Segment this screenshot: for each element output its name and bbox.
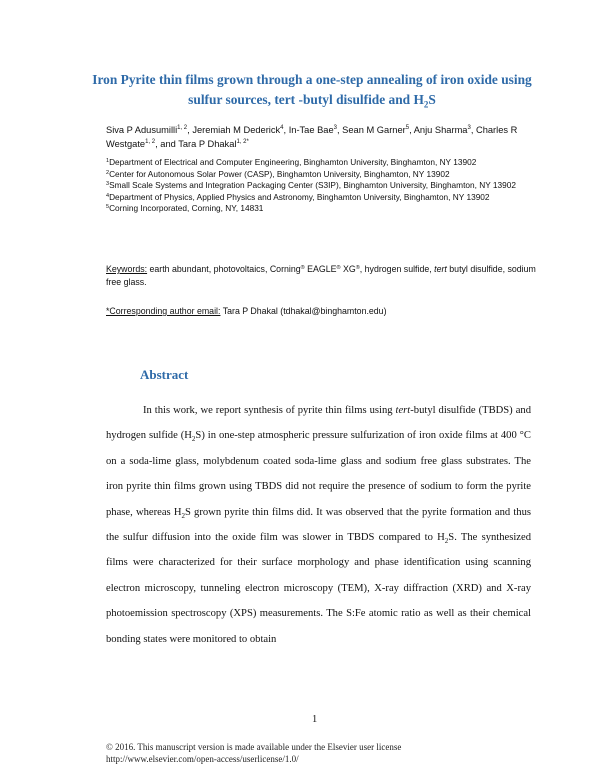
affiliation-item: [106, 203, 536, 215]
author-name: Charles R Westgate: [106, 125, 518, 149]
keywords-text: butyl disulfide, sodium free glass.: [106, 264, 536, 287]
abstract-text: In this work, we report synthesis of pyrite thin films using: [143, 405, 396, 416]
title-subscript: 2: [423, 99, 429, 110]
author-affiliation-mark: 1, 2: [177, 125, 188, 131]
keywords-text: XG: [340, 264, 356, 274]
keywords-text: , hydrogen sulfide,: [359, 264, 435, 274]
registered-mark: ®: [355, 265, 360, 271]
author-name: Tara P Dhakal: [178, 139, 237, 149]
keywords-italic: tert: [434, 264, 447, 274]
author-name: In-Tae Bae: [288, 125, 334, 135]
keywords-text: EAGLE: [304, 264, 337, 274]
title-text-end: S: [428, 92, 436, 107]
registered-mark: ®: [300, 265, 305, 271]
affiliation-item: [106, 192, 536, 204]
subscript: 2: [444, 537, 449, 546]
affiliation-item: [106, 169, 536, 181]
author-list: [106, 123, 536, 151]
page-number: 1: [312, 714, 318, 725]
affiliation-number: 1: [106, 158, 110, 164]
abstract-text: S) in one-step atmospheric pressure sulfurization of iron oxide films at 400 °C on a soda-lime glass, molybdenum coated soda-lime glass and sodium free glass substrates. The iron pyrite thin films grown using TBDS did not require the presence of sodium to form the pyrite phase, whereas H: [106, 430, 531, 518]
subscript: 2: [181, 511, 185, 520]
affiliation-item: [106, 157, 536, 169]
affiliation-list: [106, 157, 536, 215]
abstract-italic: tert: [395, 405, 411, 416]
corresponding-email: Tara P Dhakal (tdhakal@binghamton.edu): [220, 306, 387, 316]
paper-title: [92, 70, 532, 115]
abstract-text: -butyl disulfide (TBDS) and hydrogen sulfide (H: [106, 405, 531, 442]
author-affiliation-mark: 1, 2: [145, 139, 156, 145]
subscript: 2: [191, 435, 196, 444]
affiliation-text: Small Scale Systems and Integration Packaging Center (S3IP), Binghamton University, Binghamton, NY 13902: [109, 180, 516, 191]
affiliation-number: 5: [106, 204, 110, 211]
author-name: Sean M Garner: [342, 125, 406, 135]
author-affiliation-mark: 5: [405, 125, 410, 131]
keywords: [106, 263, 536, 289]
affiliation-text: Center for Autonomous Solar Power (CASP), Binghamton University, Binghamton, NY 13902: [109, 168, 450, 179]
affiliation-number: 4: [106, 192, 110, 199]
affiliation-text: Corning Incorporated, Corning, NY, 14831: [109, 203, 264, 214]
author-separator: ,: [409, 125, 414, 135]
affiliation-text: Department of Physics, Applied Physics and Astronomy, Binghamton University, Binghamton, NY 13902: [109, 191, 490, 202]
affiliation-text: Department of Electrical and Computer Engineering, Binghamton University, Binghamton, NY 13902: [109, 157, 477, 167]
affiliation-number: 2: [106, 169, 110, 176]
author-separator: ,: [283, 125, 289, 135]
author-separator: , and: [155, 139, 179, 149]
author-affiliation-mark: 3: [333, 125, 337, 131]
author-separator: ,: [337, 125, 343, 135]
author-affiliation-mark: 3: [467, 125, 471, 131]
author-separator: ,: [470, 125, 476, 135]
author-name: Anju Sharma: [413, 125, 468, 135]
author-affiliation-mark: 4: [280, 125, 284, 131]
corresponding-author: [106, 305, 536, 318]
author-affiliation-mark: 1, 2*: [236, 139, 249, 145]
abstract-text: S. The synthesized films were characterized for their surface morphology and phase identification using scanning electron microscopy, tunneling electron microscopy (TEM), X-ray diffraction (XRD) and X-ray photoemission spectroscopy (XPS) measurements. The S:Fe atomic ratio as well as their chemical bonding states were monitored to obtain: [106, 532, 531, 645]
affiliation-number: 3: [106, 181, 110, 188]
corresponding-label: *Corresponding author email:: [106, 306, 221, 316]
author-name: Siva P Adusumilli: [106, 125, 178, 135]
abstract-text: S grown pyrite thin films did. It was observed that the pyrite formation and thus the sulfur diffusion into the oxide film was slower in TBDS compared to H: [106, 506, 532, 544]
author-separator: ,: [187, 125, 193, 135]
footer-license-line: © 2016. This manuscript version is made available under the Elsevier user license: [106, 742, 402, 752]
keywords-text: earth abundant, photovoltaics, Corning: [147, 264, 301, 274]
affiliation-item: [106, 180, 536, 192]
registered-mark: ®: [336, 265, 341, 271]
footer-license-url: http://www.elsevier.com/open-access/userlicense/1.0/: [106, 753, 299, 764]
author-name: Jeremiah M Dederick: [192, 125, 281, 135]
abstract-body: [106, 398, 531, 652]
keywords-label: Keywords:: [106, 264, 148, 274]
title-text: Iron Pyrite thin films grown through a one-step annealing of iron oxide using sulfur sources, tert -butyl disulfide and H: [92, 72, 532, 107]
license-footer: [106, 742, 526, 765]
abstract-heading: Abstract: [140, 367, 189, 382]
